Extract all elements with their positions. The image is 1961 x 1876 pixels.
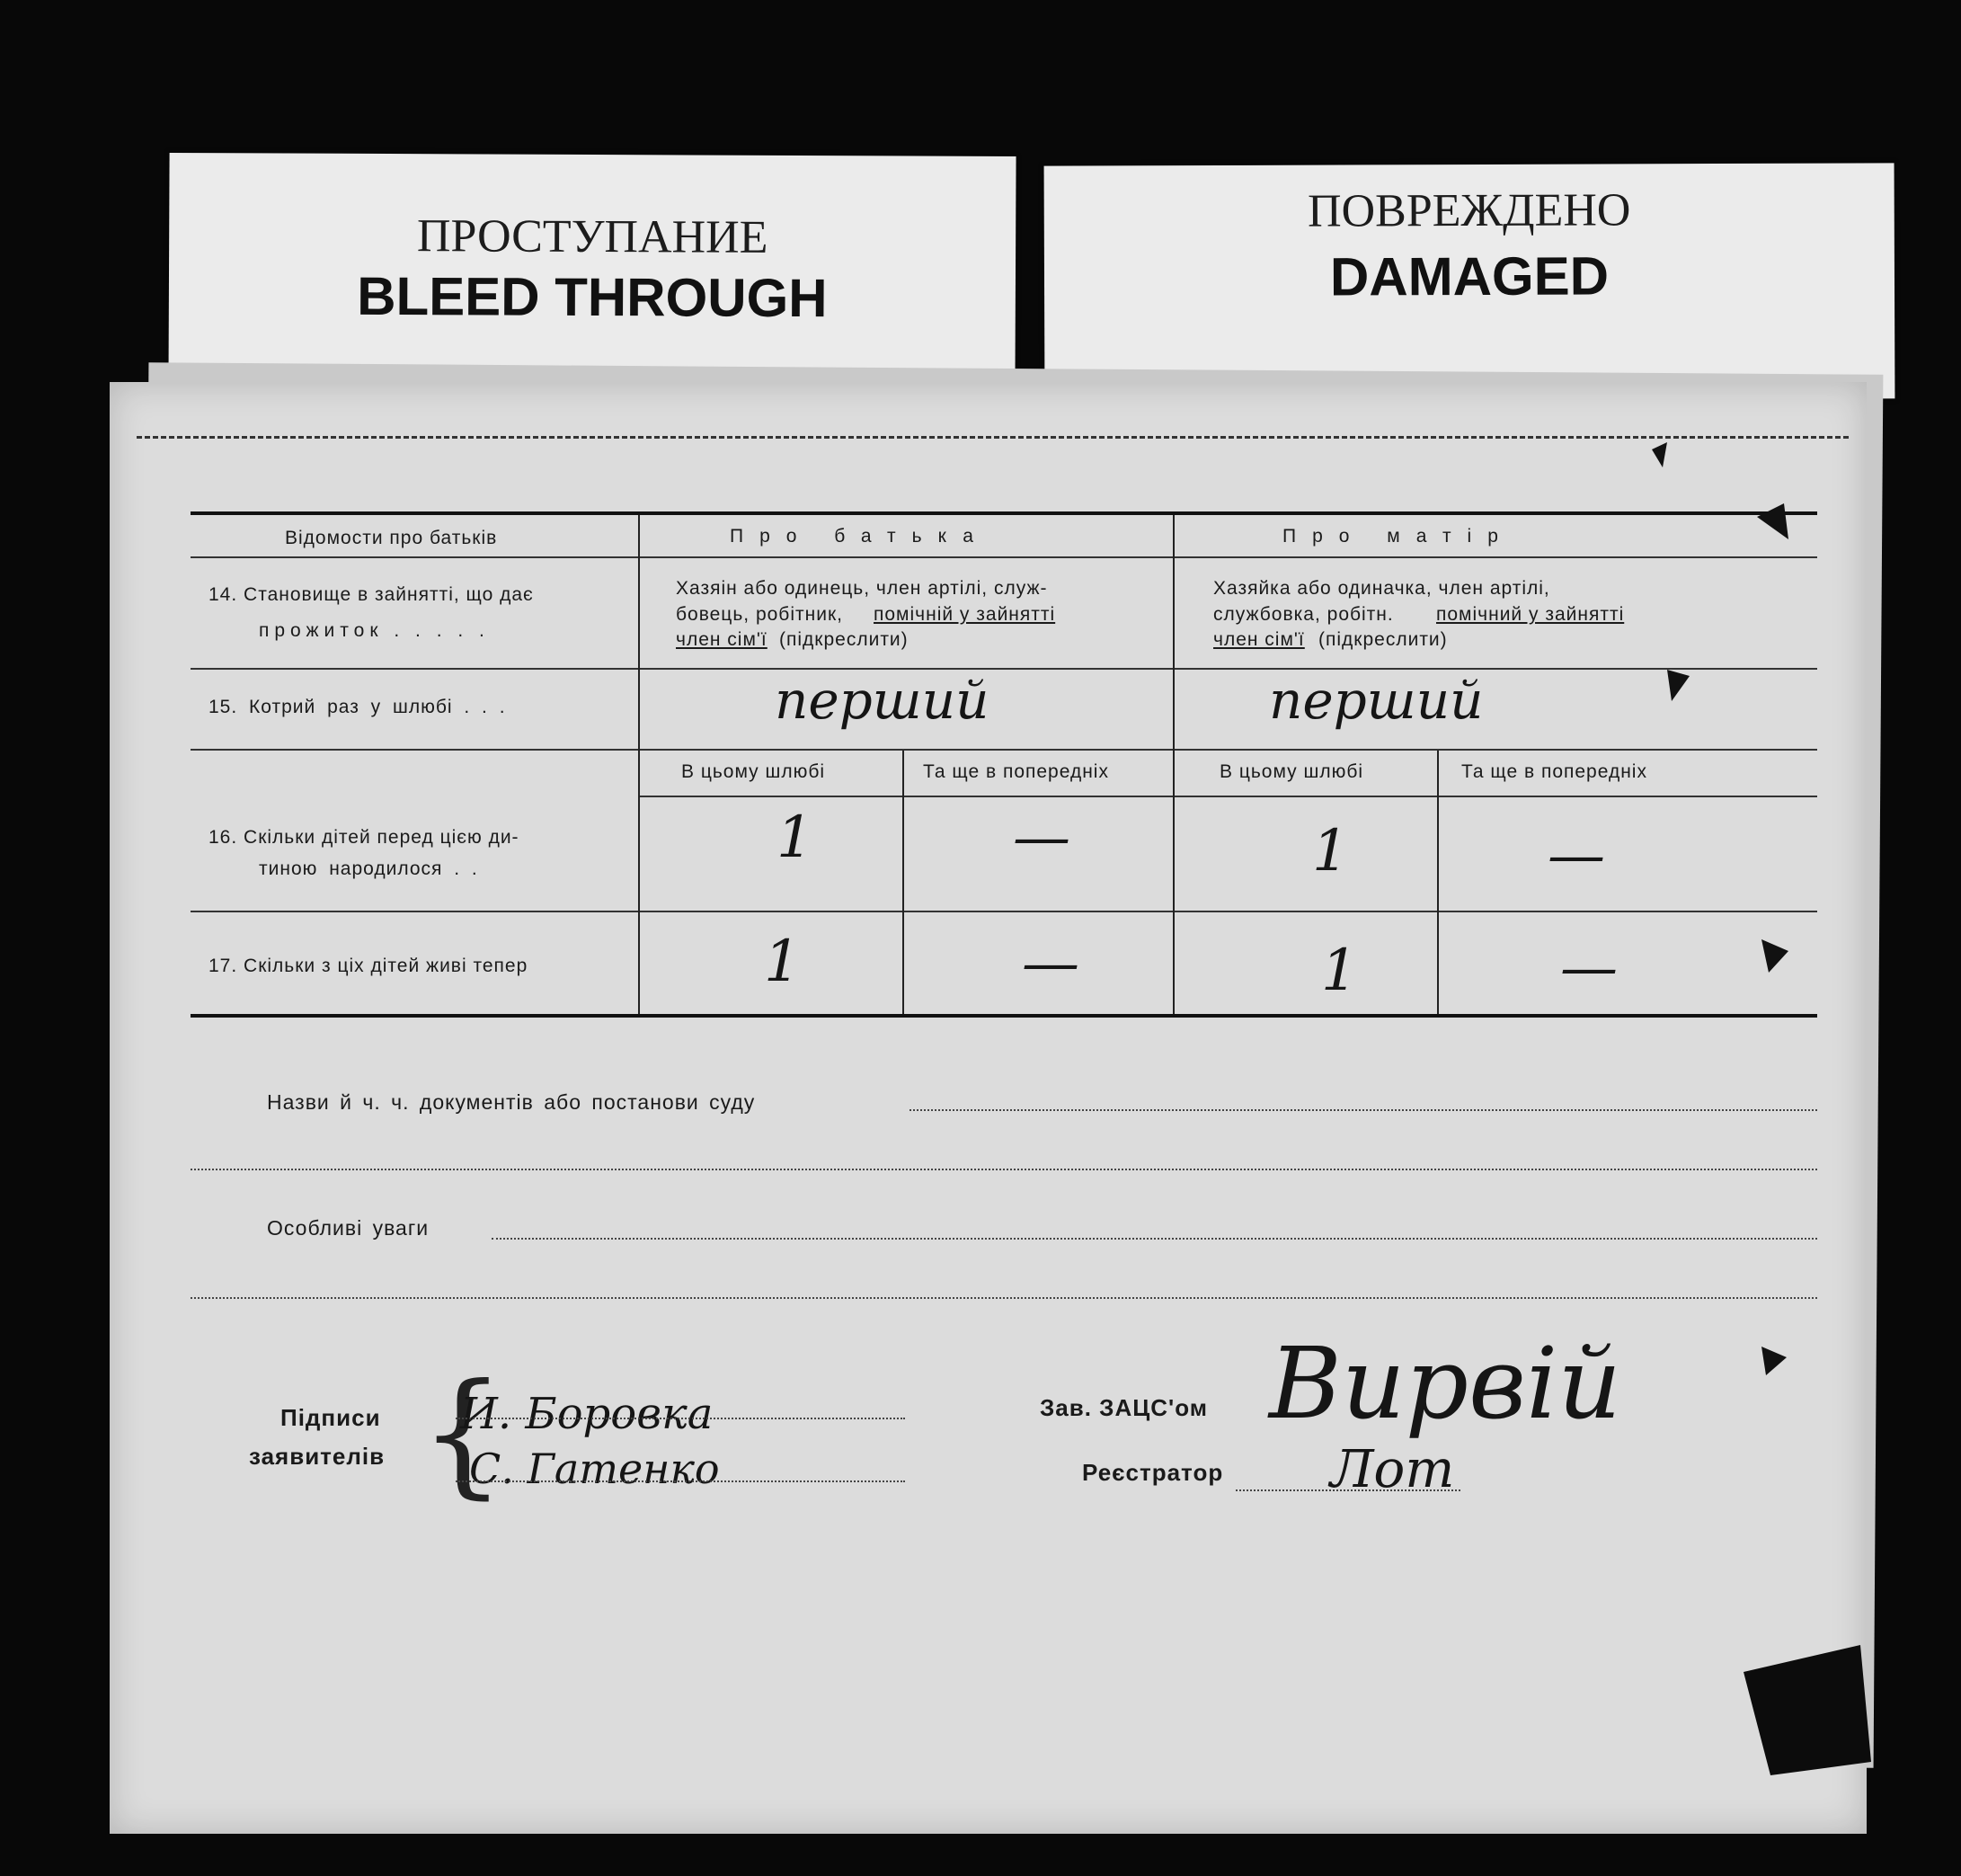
subheader-father-this-marriage: В цьому шлюбі: [681, 761, 826, 782]
row15-father-value: перший: [775, 670, 989, 731]
subheader-father-previous: Та ще в попередніх: [923, 761, 1109, 782]
row16-mother-this: 1: [1312, 818, 1349, 885]
applicants-brace: {: [420, 1356, 506, 1512]
row14-label: 14. Становище в зайнятті, що дає: [209, 584, 534, 605]
row14-father-options: бовець, робітник,: [676, 604, 843, 625]
row14-mother-note: (підкреслити): [1318, 629, 1448, 650]
row14-father-underlined: член сім'ї: [676, 629, 768, 650]
row14-mother-options: службовка, робітн.: [1213, 604, 1394, 625]
row14-father-options: Хазяін або одинець, член артілі, служ-: [676, 578, 1048, 599]
row16-label-cont: тиною народилося . .: [259, 858, 478, 879]
row17-father-previous: —: [1022, 930, 1079, 997]
row17-father-this: 1: [764, 929, 801, 995]
applicants-label: Підписи: [280, 1404, 381, 1431]
header-mother: Про матір: [1282, 526, 1514, 547]
row16-label: 16. Скільки дітей перед цією ди-: [209, 827, 519, 848]
registrar-label: Реєстратор: [1082, 1459, 1224, 1486]
row17-mother-previous: —: [1560, 935, 1618, 1001]
subheader-mother-this-marriage: В цьому шлюбі: [1220, 761, 1364, 782]
card-english-label: DAMAGED: [1329, 245, 1610, 307]
row14-mother-options: Хазяйка або одиначка, член артілі,: [1213, 578, 1550, 599]
row14-mother-underlined: член сім'ї: [1213, 629, 1305, 650]
row15-label: 15. Котрий раз у шлюбі . . .: [209, 697, 506, 717]
card-english-label: BLEED THROUGH: [357, 265, 828, 329]
row14-label-cont: прожиток . . . . .: [259, 620, 490, 641]
head-of-registry-signature: Вирвій: [1269, 1326, 1622, 1441]
notes-label: Особливі уваги: [267, 1216, 430, 1240]
row17-label: 17. Скільки з ціх дітей живі тепер: [209, 956, 528, 976]
row16-father-this: 1: [776, 805, 813, 871]
row16-father-previous: —: [1013, 805, 1070, 871]
applicant-signature-1: И. Боровка: [460, 1389, 714, 1439]
subheader-mother-previous: Та ще в попередніх: [1461, 761, 1647, 782]
header-father: Про батька: [730, 526, 989, 547]
applicant-signature-2: С. Гатенко: [469, 1445, 720, 1493]
row14-father-note: (підкреслити): [779, 629, 909, 650]
row14-mother-underlined: помічний у зайнятті: [1436, 604, 1625, 625]
row17-mother-this: 1: [1321, 938, 1358, 1004]
row14-father-underlined: помічній у зайнятті: [874, 604, 1056, 625]
row15-mother-value: перший: [1269, 670, 1484, 731]
documents-label: Назви й ч. ч. документів або постанови суду: [267, 1090, 756, 1114]
applicants-label-cont: заявителів: [249, 1443, 386, 1470]
head-of-registry-label: Зав. ЗАЦС'ом: [1040, 1394, 1208, 1421]
row16-mother-previous: —: [1548, 822, 1605, 889]
card-russian-label: ПОВРЕЖДЕНО: [1307, 184, 1631, 237]
registrar-signature: Лот: [1330, 1438, 1455, 1499]
header-parents-info: Відомости про батьків: [285, 528, 498, 548]
card-russian-label: ПРОСТУПАНИЕ: [416, 210, 768, 263]
